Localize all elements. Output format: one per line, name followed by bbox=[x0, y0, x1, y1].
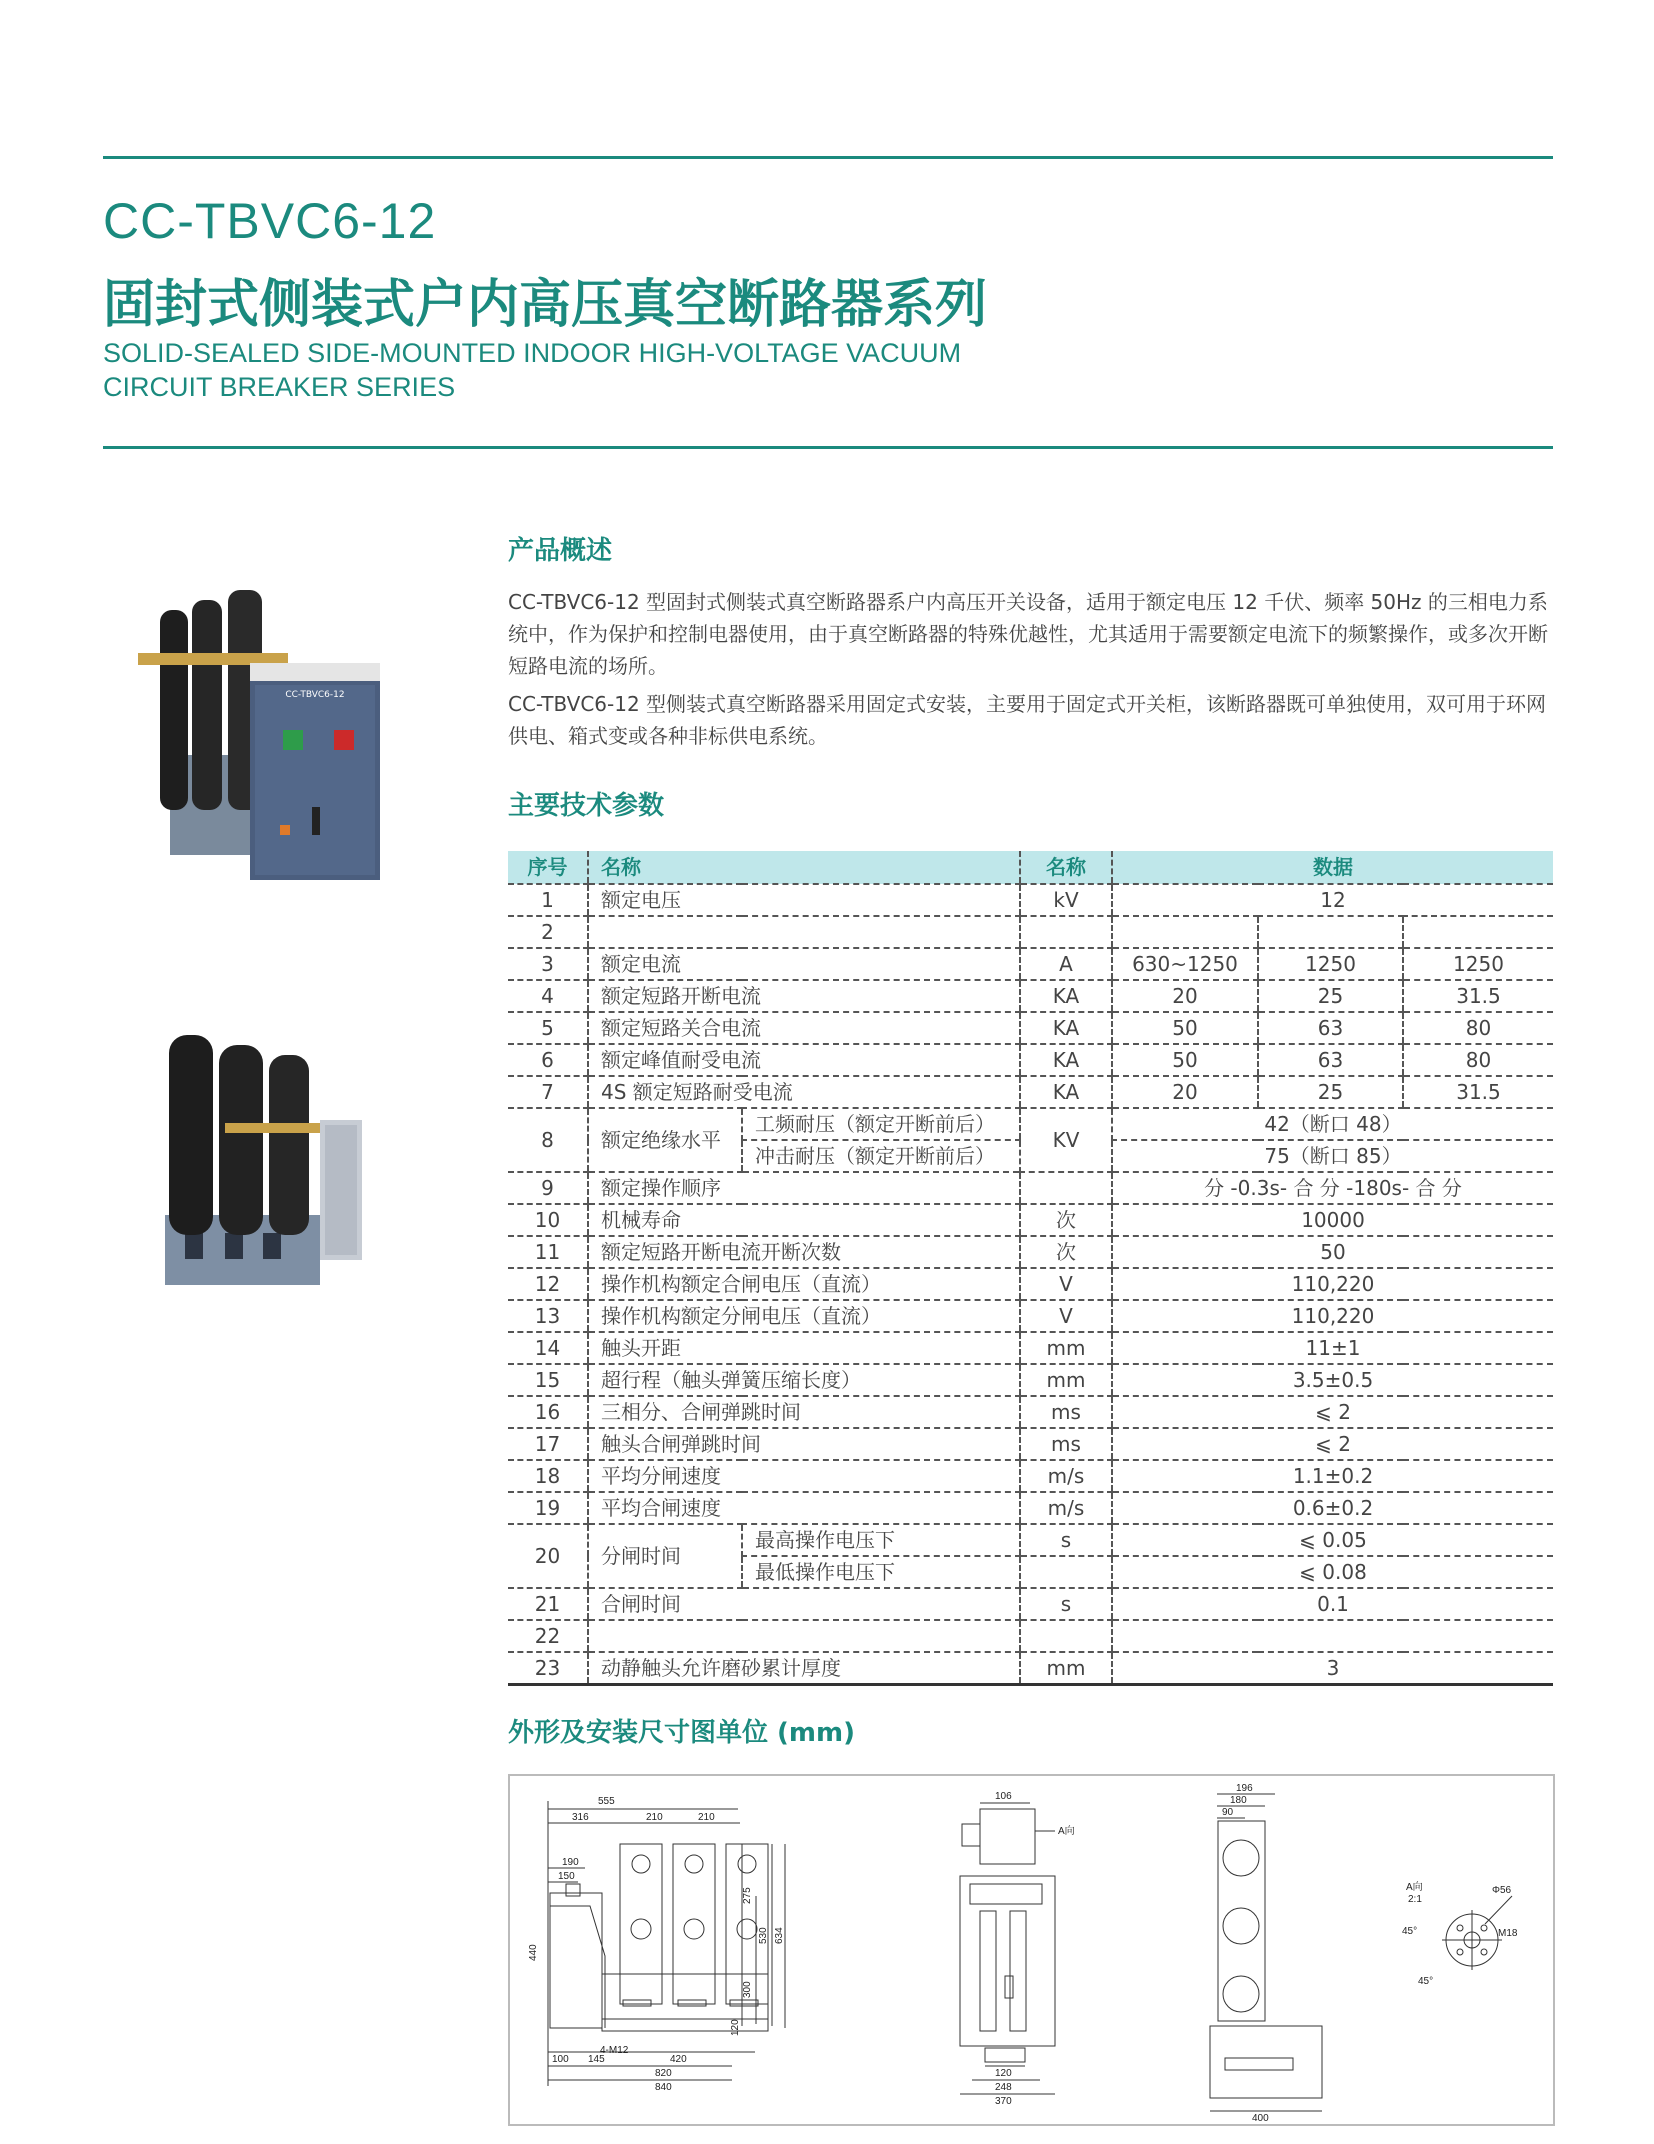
dim-106: 106 bbox=[995, 1791, 1012, 1802]
row-value-3: 80 bbox=[1403, 1012, 1553, 1044]
table-row bbox=[508, 1076, 1553, 1108]
row-name: 超行程（触头弹簧压缩长度） bbox=[588, 1364, 1020, 1396]
photo-panel-label: CC-TBVC6-12 bbox=[285, 690, 345, 700]
row-value-a: ⩽ 0.05 bbox=[1112, 1524, 1553, 1556]
row-no: 8 bbox=[508, 1108, 588, 1172]
row-value-2: 25 bbox=[1258, 1076, 1403, 1108]
row-name: 额定绝缘水平 bbox=[588, 1108, 742, 1172]
dim-a-view: A向 bbox=[1406, 1882, 1423, 1893]
table-row bbox=[508, 1236, 1553, 1268]
row-value: 分 -0.3s- 合 分 -180s- 合 分 bbox=[1112, 1172, 1553, 1204]
dim-840: 840 bbox=[655, 2082, 672, 2093]
table-row bbox=[508, 1588, 1553, 1620]
row-unit bbox=[1020, 1620, 1112, 1652]
dim-90: 90 bbox=[1222, 1807, 1234, 1818]
row-unit: kV bbox=[1020, 884, 1112, 916]
row-unit: ms bbox=[1020, 1428, 1112, 1460]
row-no: 22 bbox=[508, 1620, 588, 1652]
row-value: 110,220 bbox=[1112, 1268, 1553, 1300]
row-subname-1: 最高操作电压下 bbox=[742, 1524, 1020, 1556]
table-row bbox=[508, 1652, 1553, 1685]
row-value: 3 bbox=[1112, 1652, 1553, 1685]
row-name bbox=[588, 1620, 1020, 1652]
row-no: 19 bbox=[508, 1492, 588, 1524]
dim-196: 196 bbox=[1236, 1783, 1253, 1794]
table-row bbox=[508, 1268, 1553, 1300]
overview-paragraph-1: CC-TBVC6-12 型固封式侧装式真空断路器系户内高压开关设备，适用于额定电压 12 千伏、频率 50Hz 的三相电力系统中，作为保护和控制电器使用，由于真空断路器的特殊优越性，尤其适用于需要额定电流下的频繁操作，或多次开断短路电流的场所。 bbox=[508, 590, 1548, 678]
front-view-drawing bbox=[548, 1801, 785, 2086]
table-row bbox=[508, 1044, 1553, 1076]
row-no: 7 bbox=[508, 1076, 588, 1108]
row-name: 触头开距 bbox=[588, 1332, 1020, 1364]
row-value-2 bbox=[1258, 916, 1403, 948]
row-name bbox=[588, 916, 1020, 948]
overview-heading: 产品概述 bbox=[508, 536, 613, 566]
dim-820: 820 bbox=[655, 2068, 672, 2079]
dim-275: 275 bbox=[742, 1887, 753, 1904]
table-header-row bbox=[508, 851, 1553, 884]
dim-scale: 2:1 bbox=[1408, 1894, 1422, 1905]
row-unit: KA bbox=[1020, 980, 1112, 1012]
row-no: 6 bbox=[508, 1044, 588, 1076]
row-value: 12 bbox=[1112, 884, 1553, 916]
row-name: 分闸时间 bbox=[588, 1524, 742, 1588]
row-value-b: 75（断口 85） bbox=[1112, 1140, 1553, 1172]
dim-370: 370 bbox=[995, 2096, 1012, 2107]
table-row bbox=[508, 1620, 1553, 1652]
header-name: 名称 bbox=[588, 851, 1020, 884]
row-value-1 bbox=[1112, 916, 1258, 948]
row-unit: KA bbox=[1020, 1076, 1112, 1108]
row-unit: mm bbox=[1020, 1652, 1112, 1685]
row-unit: mm bbox=[1020, 1364, 1112, 1396]
dim-248: 248 bbox=[995, 2082, 1012, 2093]
row-unit: m/s bbox=[1020, 1492, 1112, 1524]
table-row bbox=[508, 1364, 1553, 1396]
chinese-title: 固封式侧装式户内高压真空断路器系列 bbox=[103, 275, 988, 335]
row-value: 0.1 bbox=[1112, 1588, 1553, 1620]
dimension-drawing bbox=[508, 1774, 1555, 2126]
top-divider bbox=[103, 156, 1553, 159]
dim-4-m12: 4-M12 bbox=[600, 2045, 629, 2056]
dim-420: 420 bbox=[670, 2054, 687, 2065]
row-no: 16 bbox=[508, 1396, 588, 1428]
table-row bbox=[508, 1172, 1553, 1204]
row-no: 20 bbox=[508, 1524, 588, 1588]
header-no: 序号 bbox=[508, 851, 588, 884]
dim-120-b: 120 bbox=[995, 2068, 1012, 2079]
table-row bbox=[508, 1012, 1553, 1044]
dim-phi56: Φ56 bbox=[1492, 1885, 1512, 1896]
row-name: 额定短路开断电流 bbox=[588, 980, 1020, 1012]
dim-150: 150 bbox=[558, 1871, 575, 1882]
dim-530: 530 bbox=[758, 1927, 769, 1944]
dim-634: 634 bbox=[774, 1927, 785, 1944]
row-unit: s bbox=[1020, 1524, 1112, 1556]
row-name: 额定电压 bbox=[588, 884, 1020, 916]
row-no: 11 bbox=[508, 1236, 588, 1268]
row-subname-1: 工频耐压（额定开断前后） bbox=[742, 1108, 1020, 1140]
row-value: 11±1 bbox=[1112, 1332, 1553, 1364]
table-row bbox=[508, 884, 1553, 916]
row-value-1: 20 bbox=[1112, 1076, 1258, 1108]
table-row bbox=[508, 948, 1553, 980]
dim-440: 440 bbox=[528, 1944, 539, 1961]
row-value-3: 80 bbox=[1403, 1044, 1553, 1076]
row-unit: 次 bbox=[1020, 1204, 1112, 1236]
row-unit: ms bbox=[1020, 1396, 1112, 1428]
dim-400: 400 bbox=[1252, 2113, 1269, 2124]
row-name: 操作机构额定合闸电压（直流） bbox=[588, 1268, 1020, 1300]
row-value: 3.5±0.5 bbox=[1112, 1364, 1553, 1396]
table-row bbox=[508, 1460, 1553, 1492]
specs-heading: 主要技术参数 bbox=[508, 791, 665, 821]
row-name: 额定操作顺序 bbox=[588, 1172, 1020, 1204]
row-name: 额定短路关合电流 bbox=[588, 1012, 1020, 1044]
row-no: 10 bbox=[508, 1204, 588, 1236]
header-data: 数据 bbox=[1112, 851, 1553, 884]
row-unit: mm bbox=[1020, 1332, 1112, 1364]
table-row bbox=[508, 1428, 1553, 1460]
row-no: 23 bbox=[508, 1652, 588, 1685]
table-row bbox=[508, 1524, 1553, 1556]
row-no: 13 bbox=[508, 1300, 588, 1332]
dim-555: 555 bbox=[598, 1796, 615, 1807]
english-title-line-1: SOLID-SEALED SIDE-MOUNTED INDOOR HIGH-VOLTAGE VACUUM bbox=[103, 338, 962, 368]
dim-145: 145 bbox=[588, 2054, 605, 2065]
table-row bbox=[508, 1204, 1553, 1236]
row-value-a: 42（断口 48） bbox=[1112, 1108, 1553, 1140]
row-value-1: 630~1250 bbox=[1112, 948, 1258, 980]
row-unit: s bbox=[1020, 1588, 1112, 1620]
table-row bbox=[508, 1492, 1553, 1524]
row-name: 4S 额定短路耐受电流 bbox=[588, 1076, 1020, 1108]
row-name: 额定电流 bbox=[588, 948, 1020, 980]
row-value-b: ⩽ 0.08 bbox=[1112, 1556, 1553, 1588]
row-value: 10000 bbox=[1112, 1204, 1553, 1236]
table-row bbox=[508, 1332, 1553, 1364]
row-value-1: 50 bbox=[1112, 1044, 1258, 1076]
table-row bbox=[508, 1108, 1553, 1140]
row-value bbox=[1112, 1620, 1553, 1652]
spec-table bbox=[508, 851, 1553, 1686]
row-name: 额定短路开断电流开断次数 bbox=[588, 1236, 1020, 1268]
model-title: CC-TBVC6-12 bbox=[103, 193, 437, 249]
dim-316: 316 bbox=[572, 1812, 589, 1823]
table-row bbox=[508, 980, 1553, 1012]
dim-45-a: 45° bbox=[1402, 1926, 1418, 1937]
row-value-1: 50 bbox=[1112, 1012, 1258, 1044]
row-unit: KA bbox=[1020, 1044, 1112, 1076]
dim-m18: M18 bbox=[1498, 1928, 1518, 1939]
row-value-2: 63 bbox=[1258, 1012, 1403, 1044]
row-value-2: 63 bbox=[1258, 1044, 1403, 1076]
row-value-1: 20 bbox=[1112, 980, 1258, 1012]
breaker-photo-side bbox=[155, 1025, 385, 1290]
row-value: ⩽ 2 bbox=[1112, 1428, 1553, 1460]
row-unit bbox=[1020, 916, 1112, 948]
row-name: 动静触头允许磨砂累计厚度 bbox=[588, 1652, 1020, 1685]
dim-210-b: 210 bbox=[698, 1812, 715, 1823]
row-no: 12 bbox=[508, 1268, 588, 1300]
side-view-drawing bbox=[960, 1803, 1055, 2094]
row-name: 平均合闸速度 bbox=[588, 1492, 1020, 1524]
row-name: 操作机构额定分闸电压（直流） bbox=[588, 1300, 1020, 1332]
dimensions-heading: 外形及安装尺寸图单位 (mm) bbox=[508, 1718, 856, 1748]
row-no: 18 bbox=[508, 1460, 588, 1492]
dim-45-b: 45° bbox=[1418, 1976, 1434, 1987]
english-title bbox=[103, 336, 961, 404]
row-value-2: 25 bbox=[1258, 980, 1403, 1012]
row-value: ⩽ 2 bbox=[1112, 1396, 1553, 1428]
row-no: 2 bbox=[508, 916, 588, 948]
dim-120: 120 bbox=[730, 2019, 741, 2036]
row-value: 110,220 bbox=[1112, 1300, 1553, 1332]
row-no: 9 bbox=[508, 1172, 588, 1204]
table-row bbox=[508, 916, 1553, 948]
row-value-3: 31.5 bbox=[1403, 980, 1553, 1012]
top-view-drawing bbox=[1210, 1794, 1322, 2111]
table-row bbox=[508, 1396, 1553, 1428]
row-unit: V bbox=[1020, 1300, 1112, 1332]
overview-paragraph-2: CC-TBVC6-12 型侧装式真空断路器采用固定式安装，主要用于固定式开关柜，该断路器既可单独使用，双可用于环网供电、箱式变或各种非标供电系统。 bbox=[508, 692, 1547, 748]
row-unit: m/s bbox=[1020, 1460, 1112, 1492]
row-value: 0.6±0.2 bbox=[1112, 1492, 1553, 1524]
row-no: 4 bbox=[508, 980, 588, 1012]
row-value-3 bbox=[1403, 916, 1553, 948]
row-name: 三相分、合闸弹跳时间 bbox=[588, 1396, 1020, 1428]
row-name: 触头合闸弹跳时间 bbox=[588, 1428, 1020, 1460]
row-unit: 次 bbox=[1020, 1236, 1112, 1268]
row-no: 17 bbox=[508, 1428, 588, 1460]
row-value: 50 bbox=[1112, 1236, 1553, 1268]
row-subname-2: 最低操作电压下 bbox=[742, 1556, 1020, 1588]
row-unit: KV bbox=[1020, 1108, 1112, 1172]
row-no: 15 bbox=[508, 1364, 588, 1396]
row-unit bbox=[1020, 1172, 1112, 1204]
dim-300: 300 bbox=[742, 1981, 753, 1998]
row-no: 3 bbox=[508, 948, 588, 980]
row-no: 14 bbox=[508, 1332, 588, 1364]
row-value-2: 1250 bbox=[1258, 948, 1403, 980]
table-row bbox=[508, 1300, 1553, 1332]
header-bottom-divider bbox=[103, 446, 1553, 449]
row-unit-empty bbox=[1020, 1556, 1112, 1588]
row-name: 额定峰值耐受电流 bbox=[588, 1044, 1020, 1076]
row-name: 平均分闸速度 bbox=[588, 1460, 1020, 1492]
row-unit: A bbox=[1020, 948, 1112, 980]
row-unit: V bbox=[1020, 1268, 1112, 1300]
dim-190: 190 bbox=[562, 1857, 579, 1868]
row-name: 机械寿命 bbox=[588, 1204, 1020, 1236]
dim-a-direction: A向 bbox=[1058, 1826, 1075, 1837]
row-no: 5 bbox=[508, 1012, 588, 1044]
row-no: 1 bbox=[508, 884, 588, 916]
row-subname-2: 冲击耐压（额定开断前后） bbox=[742, 1140, 1020, 1172]
english-title-line-2: CIRCUIT BREAKER SERIES bbox=[103, 372, 456, 402]
row-value-3: 1250 bbox=[1403, 948, 1553, 980]
dim-180: 180 bbox=[1230, 1795, 1247, 1806]
breaker-photo-front bbox=[130, 575, 390, 880]
dim-100: 100 bbox=[552, 2054, 569, 2065]
row-unit: KA bbox=[1020, 1012, 1112, 1044]
dim-210-a: 210 bbox=[646, 1812, 663, 1823]
row-no: 21 bbox=[508, 1588, 588, 1620]
row-value: 1.1±0.2 bbox=[1112, 1460, 1553, 1492]
header-unit: 名称 bbox=[1020, 851, 1112, 884]
row-value-3: 31.5 bbox=[1403, 1076, 1553, 1108]
row-name: 合闸时间 bbox=[588, 1588, 1020, 1620]
